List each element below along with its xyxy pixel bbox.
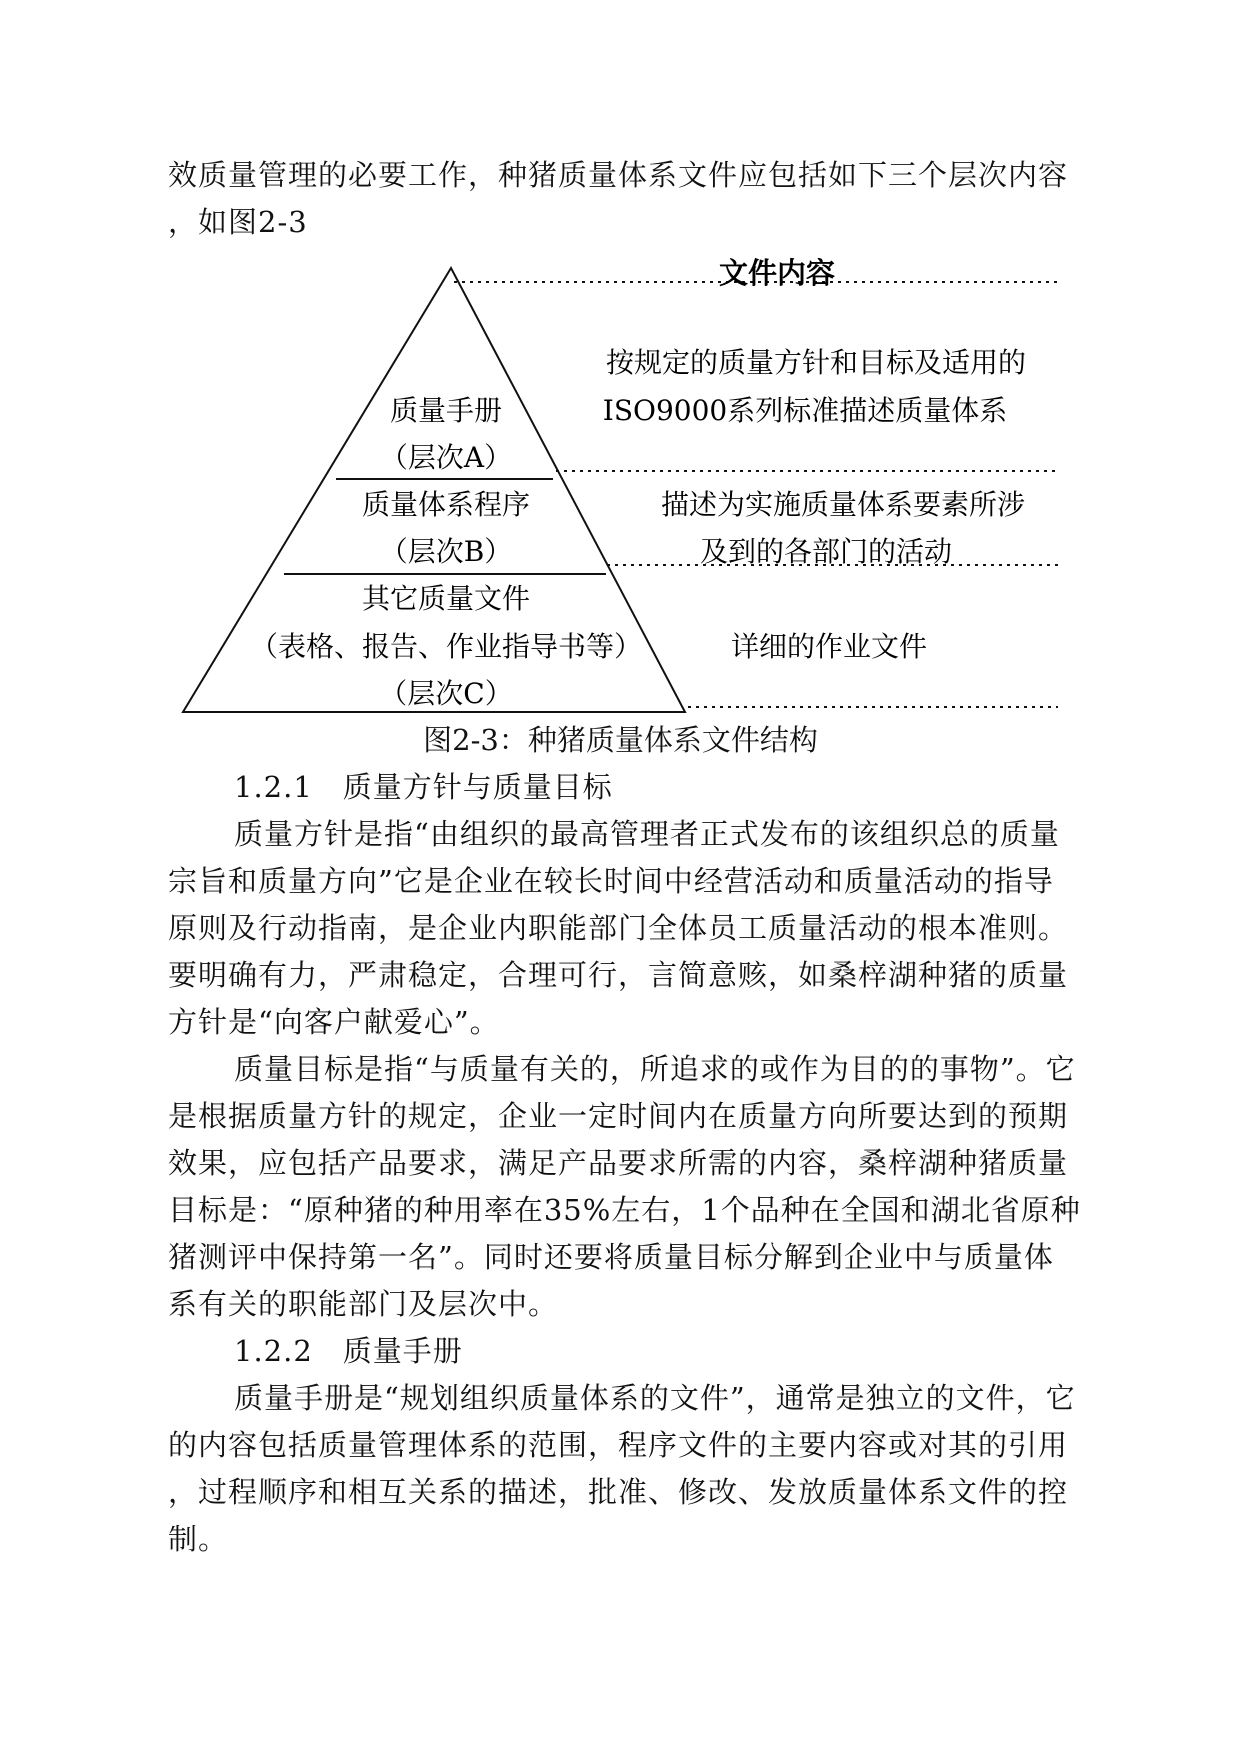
level-a-name: 质量手册 <box>389 394 503 427</box>
level-c-sub: （表格、报告、作业指导书等） <box>249 630 643 663</box>
paragraph-line: 要明确有力，严肃稳定，合理可行，言简意赅，如桑梓湖种猪的质量 <box>168 958 1069 992</box>
figure-header: 文件内容 <box>718 256 836 290</box>
level-a-label: （层次A） <box>379 441 513 474</box>
paragraph-line: 质量方针是指“由组织的最高管理者正式发布的该组织总的质量 <box>234 817 1060 851</box>
paragraph-line: 质量目标是指“与质量有关的，所追求的或作为目的的事物”。它 <box>234 1052 1076 1086</box>
level-a-content-line-1: 按规定的质量方针和目标及适用的 <box>605 346 1027 379</box>
paragraph-line: 制。 <box>168 1522 229 1556</box>
level-a-content-line-2: ISO9000系列标准描述质量体系 <box>602 394 1008 427</box>
figure-caption: 图2-3：种猪质量体系文件结构 <box>423 723 818 757</box>
document-structure-pyramid-diagram <box>0 0 1241 760</box>
paragraph-line: 宗旨和质量方向”它是企业在较长时间中经营活动和质量活动的指导 <box>168 864 1054 898</box>
section-heading-1-2-1: 1.2.1 质量方针与质量目标 <box>234 770 613 804</box>
paragraph-line: 方针是“向客户献爱心”。 <box>168 1005 500 1039</box>
paragraph-line: 猪测评中保持第一名”。同时还要将质量目标分解到企业中与质量体 <box>168 1240 1054 1274</box>
level-b-name: 质量体系程序 <box>361 488 531 521</box>
paragraph-line: 的内容包括质量管理体系的范围，程序文件的主要内容或对其的引用 <box>168 1428 1069 1462</box>
level-c-name: 其它质量文件 <box>361 582 531 615</box>
level-c-content-line-1: 详细的作业文件 <box>730 630 928 663</box>
level-b-content-line-1: 描述为实施质量体系要素所涉 <box>660 488 1026 521</box>
paragraph-line: 原则及行动指南，是企业内职能部门全体员工质量活动的根本准则。 <box>168 911 1069 945</box>
paragraph-line: 系有关的职能部门及层次中。 <box>168 1287 559 1321</box>
intro-line-2: ，如图2-3 <box>168 205 308 239</box>
level-b-content-line-2: 及到的各部门的活动 <box>699 535 953 568</box>
paragraph-line: 目标是：“原种猪的种用率在35%左右，1个品种在全国和湖北省原种 <box>168 1193 1081 1227</box>
paragraph-line: 质量手册是“规划组织质量体系的文件”，通常是独立的文件，它 <box>234 1381 1076 1415</box>
paragraph-line: ，过程顺序和相互关系的描述，批准、修改、发放质量体系文件的控 <box>168 1475 1069 1509</box>
intro-line-1: 效质量管理的必要工作，种猪质量体系文件应包括如下三个层次内容 <box>168 158 1069 192</box>
level-c-label: （层次C） <box>379 677 513 710</box>
level-b-label: （层次B） <box>379 535 513 568</box>
paragraph-line: 效果，应包括产品要求，满足产品要求所需的内容，桑梓湖种猪质量 <box>168 1146 1069 1180</box>
section-heading-1-2-2: 1.2.2 质量手册 <box>234 1334 463 1368</box>
paragraph-line: 是根据质量方针的规定，企业一定时间内在质量方向所要达到的预期 <box>168 1099 1069 1133</box>
